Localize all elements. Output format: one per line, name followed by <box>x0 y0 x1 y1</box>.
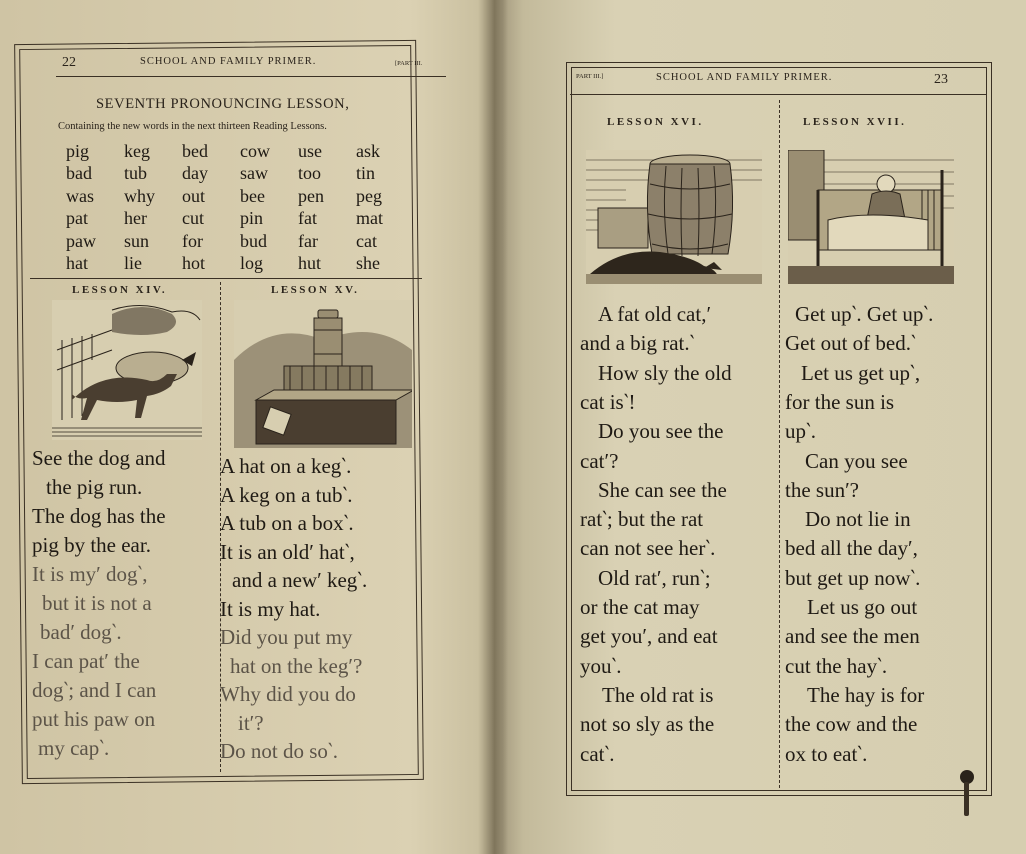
reading-line: cat′? <box>580 448 619 473</box>
pronouncing-word: tub <box>124 163 148 184</box>
reading-line: and a new′ keg‵. <box>232 568 368 592</box>
lesson-xvi-heading: LESSON XVI. <box>607 116 704 128</box>
reading-line: bed all the day′, <box>785 536 918 561</box>
pronouncing-word: use <box>298 141 322 161</box>
pronouncing-word: cut <box>182 208 204 229</box>
reading-line: put his paw on <box>32 707 156 731</box>
reading-line: for the sun is <box>785 389 895 414</box>
pronouncing-word: mat <box>356 208 383 229</box>
pronouncing-word: paw <box>66 230 96 251</box>
reading-line: See the dog and <box>32 446 166 470</box>
pronouncing-word: far <box>298 230 318 251</box>
word-row <box>66 207 416 229</box>
pronouncing-word: lie <box>124 252 142 273</box>
pronouncing-word: ask <box>356 141 380 161</box>
reading-line: can not see her‵. <box>580 536 716 561</box>
pronouncing-word: day <box>182 163 208 184</box>
right-running-head: SCHOOL AND FAMILY PRIMER. <box>656 72 833 83</box>
pronouncing-word: log <box>240 252 264 273</box>
pronouncing-word: cow <box>240 141 270 161</box>
reading-line: Can you see <box>805 448 908 473</box>
reading-line: It is an old′ hat‵, <box>220 539 355 564</box>
pronouncing-word: bad <box>66 163 92 184</box>
pronouncing-word: fat <box>298 208 317 229</box>
pronouncing-word: for <box>182 230 203 251</box>
lesson-title: SEVENTH PRONOUNCING LESSON, <box>96 96 350 112</box>
pronouncing-word: pat <box>66 208 88 229</box>
reading-line: The old rat is <box>602 682 714 707</box>
left-running-head: SCHOOL AND FAMILY PRIMER. <box>140 56 317 67</box>
reading-line: A fat old cat,′ <box>598 302 712 326</box>
reading-line: pig by the ear. <box>32 533 151 557</box>
reading-line: It is my′ dog‵, <box>32 562 148 586</box>
pronouncing-word: cat <box>356 230 377 251</box>
pronouncing-word: bud <box>240 230 267 251</box>
reading-line: bad′ dog‵. <box>40 620 122 644</box>
reading-line: get you′, and eat <box>580 624 718 649</box>
reading-line: Let us go out <box>807 595 918 619</box>
reading-line: A keg on a tub‵. <box>220 482 353 507</box>
reading-line: Old rat′, run‵; <box>598 565 711 590</box>
left-word-table-rule <box>30 278 422 279</box>
dog-and-pig-illustration <box>52 300 202 440</box>
pronouncing-word: too <box>298 163 322 184</box>
reading-line: Why did you do <box>220 682 356 706</box>
pronouncing-word: was <box>66 185 94 206</box>
reading-line: and a big rat.‵ <box>580 331 695 356</box>
pronouncing-word: saw <box>240 163 268 184</box>
pronouncing-word: bed <box>182 141 208 161</box>
pronouncing-word: bee <box>240 185 265 206</box>
reading-line: Did you put my <box>220 625 353 649</box>
word-table <box>66 140 416 274</box>
pronouncing-word: pig <box>66 141 90 161</box>
reading-line: The dog has the <box>32 504 166 528</box>
child-in-bed-illustration <box>788 150 954 284</box>
pronouncing-word: out <box>182 185 206 206</box>
word-row <box>66 162 416 184</box>
right-page-number: 23 <box>934 72 948 87</box>
pronouncing-word: why <box>124 185 155 206</box>
reading-line: my cap‵. <box>38 736 110 760</box>
reading-line: and see the men <box>785 624 920 649</box>
hat-keg-tub-box-illustration <box>234 300 412 448</box>
reading-line: the pig run. <box>46 475 143 499</box>
reading-line: Do you see the <box>598 419 724 444</box>
reading-line: it′? <box>238 710 264 735</box>
reading-line: A tub on a box‵. <box>220 511 354 535</box>
pronouncing-word: keg <box>124 141 150 161</box>
reading-line: A hat on a keg‵. <box>220 454 352 478</box>
reading-line: Get out of bed.‵ <box>785 331 916 356</box>
reading-line: but it is not a <box>42 591 152 615</box>
word-row <box>66 140 416 162</box>
word-row <box>66 185 416 207</box>
right-column-divider <box>779 100 780 788</box>
lesson-xiv-heading: LESSON XIV. <box>72 284 168 296</box>
word-row <box>66 252 416 274</box>
reading-line: rat‵; but the rat <box>580 507 704 532</box>
reading-line: not so sly as the <box>580 712 715 737</box>
pronouncing-word: hat <box>66 252 88 273</box>
lesson-xvii-heading: LESSON XVII. <box>803 116 907 128</box>
right-header-rule <box>570 94 986 95</box>
reading-line: Let us get up‵, <box>801 360 921 385</box>
book-gutter <box>478 0 508 854</box>
reading-line: the sun′? <box>785 477 859 502</box>
reading-line: cat‵. <box>580 741 615 766</box>
reading-line: or the cat may <box>580 595 700 619</box>
reading-line: I can pat′ the <box>32 649 140 673</box>
left-header-rule <box>56 76 446 77</box>
reading-line: up‵. <box>785 419 817 444</box>
lesson-xv-heading: LESSON XV. <box>271 284 360 296</box>
barrel-and-cat-illustration <box>586 150 762 284</box>
reading-line: hat on the keg′? <box>230 653 363 678</box>
pronouncing-word: hot <box>182 252 206 273</box>
pronouncing-word: her <box>124 208 147 229</box>
pronouncing-word: tin <box>356 163 376 184</box>
reading-line: She can see the <box>598 477 727 502</box>
reading-line: The hay is for <box>807 682 925 707</box>
reading-line: ox to eat‵. <box>785 741 868 766</box>
reading-line: Do not do so‵. <box>220 739 338 763</box>
pronouncing-word: pin <box>240 208 264 229</box>
reading-line: you‵. <box>580 653 622 678</box>
ink-drip <box>964 782 969 816</box>
reading-line: but get up now‵. <box>785 565 921 590</box>
pronouncing-word: sun <box>124 230 150 251</box>
right-part-label: PART III.] <box>576 73 604 80</box>
reading-line: Do not lie in <box>805 507 911 532</box>
word-row <box>66 230 416 252</box>
pronouncing-word: peg <box>356 185 382 206</box>
pronouncing-word: pen <box>298 185 324 206</box>
reading-line: How sly the old <box>598 360 732 385</box>
left-part-label: [PART III. <box>395 60 423 67</box>
pronouncing-word: she <box>356 252 380 273</box>
reading-line: It is my hat. <box>220 596 321 621</box>
left-page-number: 22 <box>62 55 76 70</box>
reading-line: dog‵; and I can <box>32 678 157 702</box>
lesson-subtitle: Containing the new words in the next thirteen Reading Lessons. <box>58 121 327 132</box>
reading-line: cut the hay‵. <box>785 653 888 678</box>
reading-line: the cow and the <box>785 712 918 737</box>
pronouncing-word: hut <box>298 252 322 273</box>
reading-line: cat is‵! <box>580 389 636 414</box>
reading-line: Get up‵. Get up‵. <box>795 302 934 326</box>
